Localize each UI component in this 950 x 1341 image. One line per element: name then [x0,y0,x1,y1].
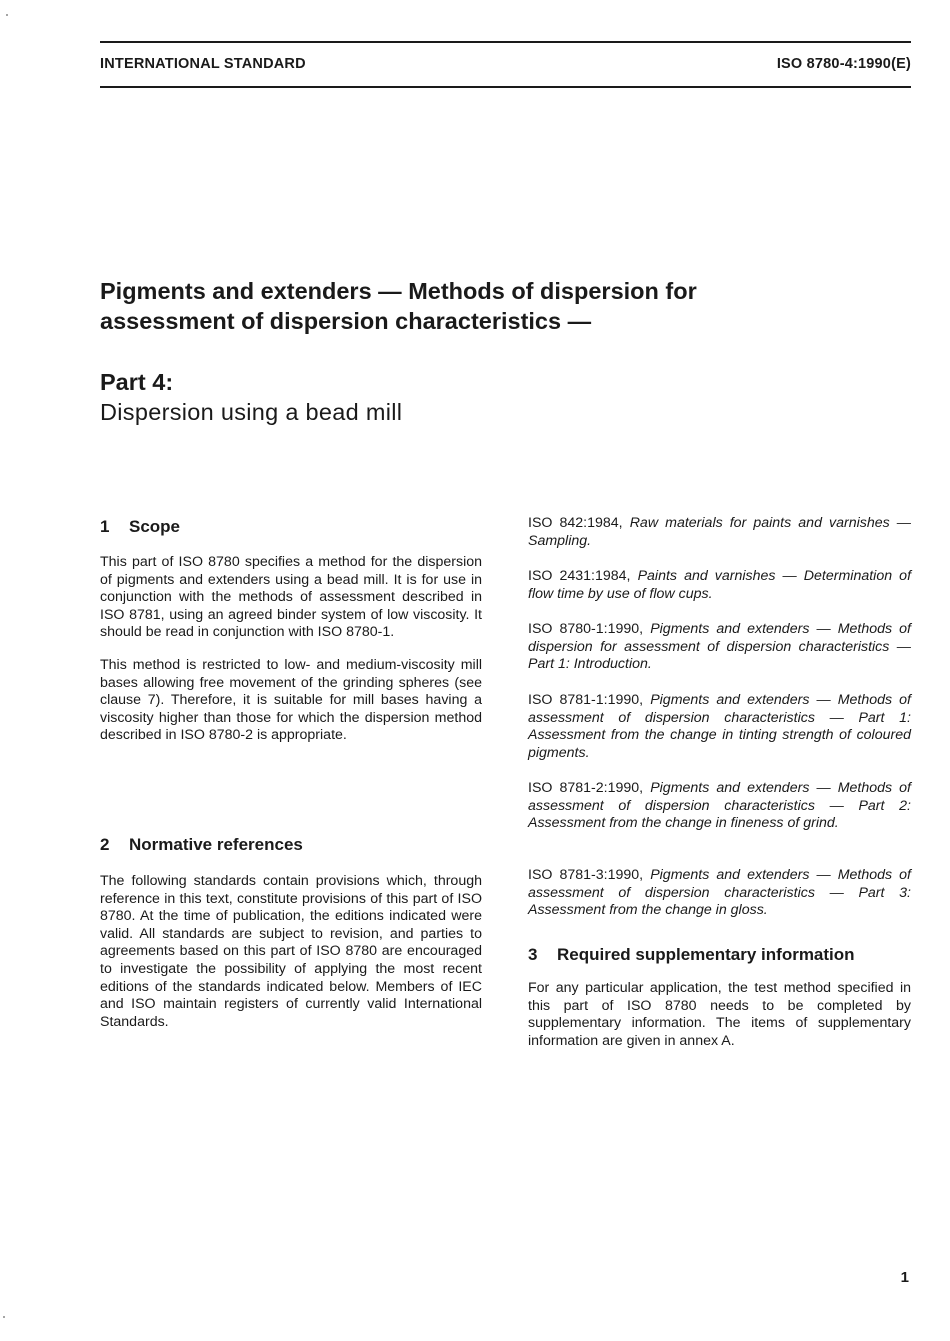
section-number: 3 [528,945,538,964]
page-number: 1 [900,1269,909,1286]
reference-code: ISO 8781-2:1990, [528,780,644,796]
supplementary-paragraph: For any particular application, the test method specified in this part of ISO 8780 needs to be completed by supplementary information. The items of supplementary information are given in annex A. [528,980,911,1049]
scope-body [100,554,482,745]
normative-paragraph: The following standards contain provisions which, through reference in this text, constitute provisions of this part of ISO 8780. At the time of publication, the editions indicated were valid. All standards are subject to revision, and parties to agreements based on this part of ISO 8780 are encouraged to investigate the possibility of applying the most recent editions of the standards indicated below. Members of IEC and ISO maintain registers of currently valid International Standards. [100,873,482,1030]
document-type-label: INTERNATIONAL STANDARD [100,56,306,72]
reference-code: ISO 842:1984, [528,515,623,531]
section-heading-scope [100,517,180,537]
reference-code: ISO 8781-1:1990, [528,692,644,708]
title-line-1: Pigments and extenders — Methods of dispersion for [100,278,697,304]
header-bottom-rule [100,86,911,88]
scan-speck [6,14,8,16]
reference-item [528,780,911,833]
reference-item [528,867,911,920]
reference-item [528,621,911,674]
section-title: Scope [129,517,181,536]
part-name: Dispersion using a bead mill [100,399,403,425]
reference-title: Pigments and extenders — Methods of assessment of dispersion characteristics — Part 1: Assessment from the change in tinting strength of coloured pigments. [528,692,911,761]
reference-title: Pigments and extenders — Methods of assessment of dispersion characteristics — Part 3: Assessment from the change in gloss. [528,867,911,919]
reference-code: ISO 8780-1:1990, [528,621,644,637]
reference-item [528,515,911,550]
part-number: Part 4: [100,369,174,395]
section-number: 2 [100,835,110,854]
reference-title: Raw materials for paints and varnishes — Sampling. [528,515,911,549]
header-top-rule [100,41,911,43]
scan-speck [3,1316,5,1318]
scope-paragraph-1: This part of ISO 8780 specifies a method for the dispersion of pigments and extenders using a bead mill. It is for use in conjunction with the methods of assessment described in ISO 8781, using an agreed binder system of low viscosity. It should be read in conjunction with ISO 8780-1. [100,554,482,641]
reference-title: Paints and varnishes — Determination of flow time by use of flow cups. [528,568,912,602]
title-line-2: assessment of dispersion characteristics — [100,308,592,334]
reference-item [528,692,911,762]
scope-paragraph-2: This method is restricted to low- and medium-viscosity mill bases allowing free movement of the grinding spheres (see clause 7). Therefore, it is suitable for mill bases having a viscosity higher than those for which the dispersion method described in ISO 8780-2 is appropriate. [100,656,482,744]
section-heading-normative-references [100,835,303,855]
document-title [100,276,860,336]
reference-code: ISO 2431:1984, [528,568,631,584]
reference-code: ISO 8781-3:1990, [528,867,644,883]
reference-item [528,568,911,603]
normative-body [100,873,482,1031]
standard-number: ISO 8780-4:1990(E) [776,56,911,72]
reference-title: Pigments and extenders — Methods of dispersion for assessment of dispersion characteristics — Part 1: Introduction. [528,621,911,673]
section-heading-supplementary-information [528,945,855,965]
supplementary-body [528,980,911,1050]
reference-title: Pigments and extenders — Methods of assessment of dispersion characteristics — Part 2: Assessment from the change in fineness of grind. [528,780,911,832]
section-title: Required supplementary information [557,945,855,964]
section-title: Normative references [129,835,303,854]
section-number: 1 [100,517,110,536]
